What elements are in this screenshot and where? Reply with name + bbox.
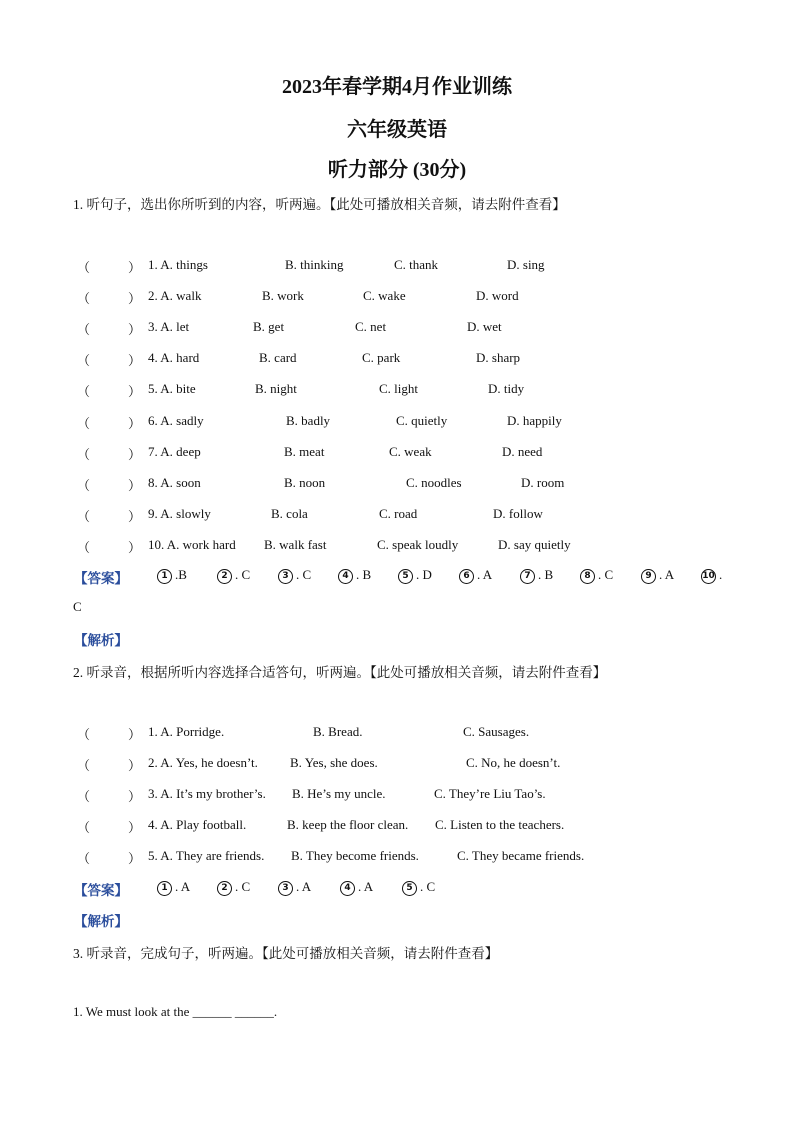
answer-value: . C bbox=[235, 567, 251, 582]
answer-blank-open[interactable]: （ bbox=[77, 291, 91, 307]
document-title: 2023年春学期4月作业训练 bbox=[282, 76, 512, 98]
option-a: 3. A. let bbox=[148, 319, 190, 335]
answer-value: . A bbox=[358, 879, 374, 894]
option-d: D. word bbox=[476, 288, 519, 304]
answer-item bbox=[217, 879, 250, 896]
option-b: B. cola bbox=[271, 505, 308, 521]
answer-item bbox=[402, 879, 435, 896]
circled-number: 5 bbox=[402, 881, 417, 896]
answer-item bbox=[641, 567, 674, 584]
circled-number: 4 bbox=[340, 881, 355, 896]
option-c: C. park bbox=[362, 350, 401, 366]
answer-blank-close: ） bbox=[128, 446, 142, 462]
q2-analysis-label: 【解析】 bbox=[74, 914, 128, 930]
document-subtitle: 六年级英语 bbox=[347, 119, 447, 141]
option-c: C. net bbox=[355, 319, 387, 335]
option-d: D. wet bbox=[467, 319, 502, 335]
answer-item bbox=[157, 567, 187, 584]
option-a: 8. A. soon bbox=[148, 474, 201, 490]
option-d: D. say quietly bbox=[498, 536, 571, 552]
option-a: 4. A. hard bbox=[148, 350, 200, 366]
q1-analysis-label: 【解析】 bbox=[74, 633, 128, 649]
answer-item bbox=[338, 567, 371, 584]
answer-value: . B bbox=[538, 567, 554, 582]
answer-value: . bbox=[719, 567, 723, 582]
answer-blank-open[interactable]: （ bbox=[77, 508, 91, 524]
answer-blank-close: ） bbox=[128, 353, 142, 369]
answer-value: . A bbox=[175, 879, 191, 894]
circled-number: 2 bbox=[217, 881, 232, 896]
circled-number: 3 bbox=[278, 569, 293, 584]
answer-blank-close: ） bbox=[128, 384, 142, 400]
answer-item bbox=[217, 567, 250, 584]
option-b: B. Yes, she does. bbox=[290, 755, 378, 771]
answer-blank-close: ） bbox=[128, 789, 142, 805]
answer-blank-open[interactable]: （ bbox=[77, 727, 91, 742]
answer-value: . B bbox=[356, 567, 372, 582]
option-a: 7. A. deep bbox=[148, 443, 201, 459]
answer-value: .B bbox=[175, 567, 187, 582]
answer-value: . C bbox=[235, 879, 251, 894]
circled-number: 3 bbox=[278, 881, 293, 896]
answer-blank-close: ） bbox=[128, 820, 142, 836]
option-a: 2. A. Yes, he doesn’t. bbox=[148, 755, 258, 771]
circled-number: 8 bbox=[580, 569, 595, 584]
answer-blank-open[interactable]: （ bbox=[77, 477, 91, 493]
answer-blank-open[interactable]: （ bbox=[77, 353, 91, 369]
option-b: B. They become friends. bbox=[291, 848, 419, 864]
q2-answer-label: 【答案】 bbox=[74, 883, 128, 899]
option-a: 4. A. Play football. bbox=[148, 817, 247, 833]
option-d: D. sing bbox=[507, 257, 545, 272]
circled-number: 5 bbox=[398, 569, 413, 584]
answer-blank-open[interactable]: （ bbox=[77, 820, 91, 836]
answer-blank-close: ） bbox=[128, 260, 142, 275]
circled-number: 2 bbox=[217, 569, 232, 584]
answer-blank-open[interactable]: （ bbox=[77, 789, 91, 805]
answer-item bbox=[157, 879, 190, 896]
option-b: B. work bbox=[262, 288, 304, 304]
answer-item bbox=[520, 567, 553, 584]
circled-number: 9 bbox=[641, 569, 656, 584]
answer-value: . C bbox=[420, 879, 436, 894]
answer-blank-close: ） bbox=[128, 415, 142, 431]
option-b: B. noon bbox=[284, 474, 326, 490]
option-c: C. They’re Liu Tao’s. bbox=[434, 786, 546, 802]
option-c: C. Sausages. bbox=[463, 724, 530, 739]
option-d: D. follow bbox=[493, 505, 543, 521]
answer-blank-open[interactable]: （ bbox=[77, 415, 91, 431]
option-c: C. They became friends. bbox=[457, 848, 585, 864]
option-c: C. road bbox=[379, 505, 418, 521]
q1-prompt: 1. 听句子，选出你所听到的内容，听两遍。【此处可播放相关音频，请去附件查看】 bbox=[73, 197, 566, 212]
option-a: 9. A. slowly bbox=[148, 505, 211, 521]
answer-value: . A bbox=[477, 567, 493, 582]
option-a: 5. A. They are friends. bbox=[148, 848, 265, 864]
option-b: B. badly bbox=[286, 412, 331, 428]
option-b: B. meat bbox=[284, 443, 325, 459]
answer-blank-open[interactable]: （ bbox=[77, 539, 91, 555]
option-d: D. sharp bbox=[476, 350, 521, 366]
option-c: C. wake bbox=[363, 288, 406, 304]
circled-number: 1 bbox=[157, 569, 172, 584]
option-a: 3. A. It’s my brother’s. bbox=[148, 786, 266, 802]
option-b: B. thinking bbox=[285, 257, 344, 272]
option-d: D. need bbox=[502, 443, 543, 459]
answer-item bbox=[398, 567, 432, 584]
answer-blank-close: ） bbox=[128, 758, 142, 774]
option-c: C. speak loudly bbox=[377, 536, 459, 552]
circled-number: 1 bbox=[157, 881, 172, 896]
option-c: C. weak bbox=[389, 443, 432, 459]
option-a: 10. A. work hard bbox=[148, 536, 236, 552]
answer-value: . A bbox=[296, 879, 312, 894]
q1-answer-label: 【答案】 bbox=[74, 571, 128, 587]
option-c: C. noodles bbox=[406, 474, 462, 490]
answer-value: . A bbox=[659, 567, 675, 582]
option-c: C. quietly bbox=[396, 412, 448, 428]
answer-value: . C bbox=[598, 567, 614, 582]
option-b: B. card bbox=[259, 350, 297, 366]
circled-number: 7 bbox=[520, 569, 535, 584]
option-c: C. No, he doesn’t. bbox=[466, 755, 561, 771]
answer-item bbox=[340, 879, 373, 896]
answer-blank-open[interactable]: （ bbox=[77, 260, 91, 275]
option-c: C. thank bbox=[394, 257, 439, 272]
option-b: B. get bbox=[253, 319, 285, 335]
answer-blank-close: ） bbox=[128, 477, 142, 493]
option-b: B. keep the floor clean. bbox=[287, 817, 409, 833]
answer-blank-open[interactable]: （ bbox=[77, 322, 91, 338]
answer-blank-open[interactable]: （ bbox=[77, 758, 91, 774]
option-c: C. Listen to the teachers. bbox=[435, 817, 565, 833]
answer-item bbox=[278, 879, 311, 896]
circled-number: 6 bbox=[459, 569, 474, 584]
answer-blank-close: ） bbox=[128, 322, 142, 338]
answer-item bbox=[278, 567, 311, 584]
answer-blank-close: ） bbox=[128, 291, 142, 307]
option-a: 2. A. walk bbox=[148, 288, 202, 304]
option-a: 1. A. things bbox=[148, 257, 208, 272]
answer-blank-close: ） bbox=[128, 539, 142, 555]
section-title: 听力部分 (30分) bbox=[327, 159, 467, 181]
option-d: D. room bbox=[521, 474, 565, 490]
q3-prompt: 3. 听录音，完成句子，听两遍。【此处可播放相关音频，请去附件查看】 bbox=[73, 946, 499, 961]
answer-blank-close: ） bbox=[128, 508, 142, 524]
answer-blank-open[interactable]: （ bbox=[77, 446, 91, 462]
answer-value: . D bbox=[416, 567, 432, 582]
option-b: B. He’s my uncle. bbox=[292, 786, 386, 802]
circled-number: 4 bbox=[338, 569, 353, 584]
answer-value: . C bbox=[296, 567, 312, 582]
answer-blank-open[interactable]: （ bbox=[77, 384, 91, 400]
option-b: B. night bbox=[255, 381, 297, 397]
answer-blank-close: ） bbox=[128, 727, 142, 742]
answer-item bbox=[580, 567, 613, 584]
option-a: 5. A. bite bbox=[148, 381, 196, 397]
q3-line-1: 1. We must look at the ______ ______. bbox=[73, 1004, 278, 1019]
answer-blank-close: ） bbox=[128, 851, 142, 867]
answer-blank-open[interactable]: （ bbox=[77, 851, 91, 867]
option-b: B. Bread. bbox=[313, 724, 363, 739]
q1-answer-wrap: C bbox=[73, 599, 82, 614]
option-a: 1. A. Porridge. bbox=[148, 724, 225, 739]
answer-item bbox=[459, 567, 492, 584]
q2-prompt: 2. 听录音，根据所听内容选择合适答句，听两遍。【此处可播放相关音频，请去附件查看】 bbox=[73, 665, 607, 680]
circled-number: 10 bbox=[701, 569, 716, 584]
option-c: C. light bbox=[379, 381, 419, 397]
option-a: 6. A. sadly bbox=[148, 412, 204, 428]
option-d: D. tidy bbox=[488, 381, 525, 397]
answer-item bbox=[701, 567, 722, 584]
option-d: D. happily bbox=[507, 412, 562, 428]
option-b: B. walk fast bbox=[264, 536, 327, 552]
